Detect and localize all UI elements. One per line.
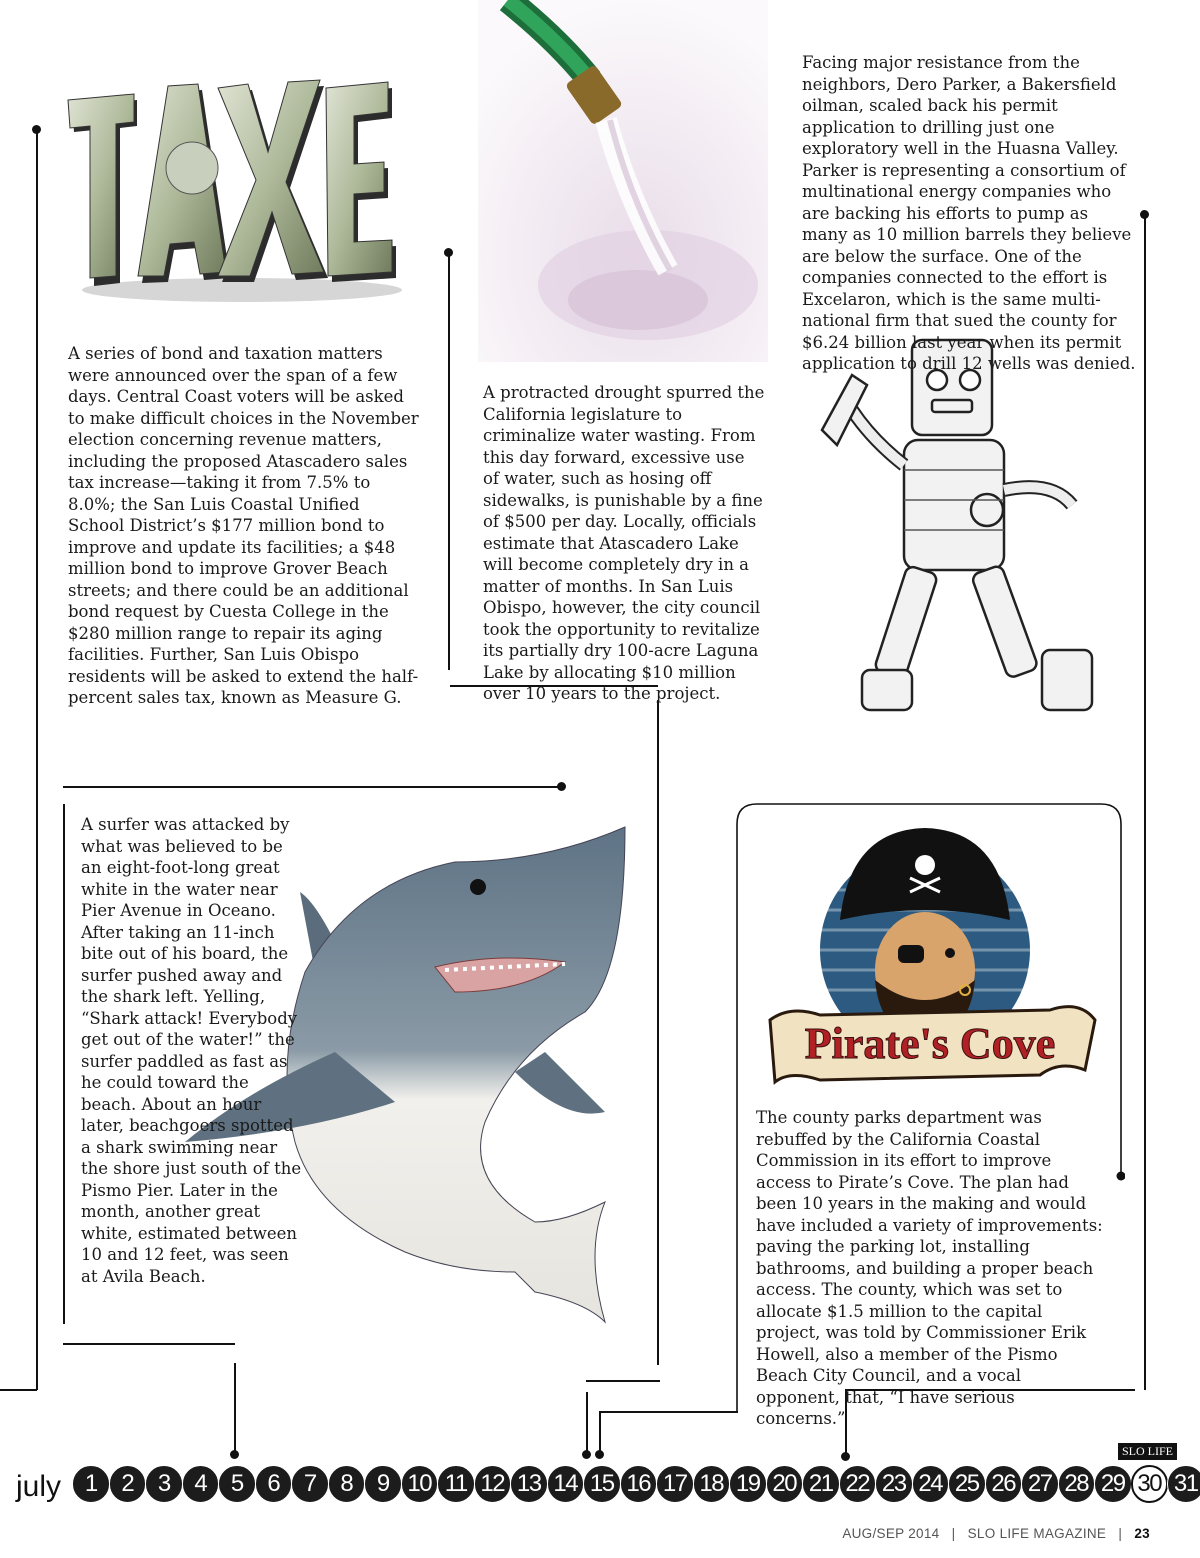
story-pirates-cove: The county parks department was rebuffed by the California Coastal Commission in its effort to improve access to Pirate’s Cove. The plan had been 10 years in the making and would have included a variety of improvements: paving the parking lot, installing bathrooms, and building a proper beach access. The county, which was set to allocate $1.5 million to the capital project, was told by Commissioner Erik Howell, also a member of the Pismo Beach City Council, and a vocal opponent, that, “I have serious concerns.” bbox=[756, 1108, 1103, 1428]
story-taxes: A series of bond and taxation matters were announced over the span of a few days. Central Coast voters will be asked to make difficult choices in the November election concerning revenue matters, including the proposed Atascadero sales tax increase—taking it from 7.5% to 8.0%; the San Luis Coastal Unified School District’s $177 million bond to improve and update its facilities; a $48 million bond to improve Grover Beach streets; and there could be an additional bond request by Cuesta College in the $280 million range to repair its aging facilities. Further, San Luis Obispo residents will be asked to extend the half-percent sales tax, known as Measure G. bbox=[68, 344, 419, 707]
connector-line bbox=[599, 1411, 601, 1453]
timeline-day: 26 bbox=[985, 1465, 1023, 1503]
connector-dot bbox=[32, 125, 41, 134]
timeline-day: 12 bbox=[474, 1465, 512, 1503]
footer-magazine: SLO LIFE MAGAZINE bbox=[967, 1526, 1107, 1541]
connector-dot bbox=[557, 782, 566, 791]
story-drought: A protracted drought spurred the California legislature to criminalize water wasting. From this day forward, excessive use of water, such as hosing off sidewalks, is punishable by a fine of $500 per day. Locally, officials estimate that Atascadero Lake will become completely dry in a matter of months. In San Luis Obispo, however, the city council took the opportunity to revitalize its partially dry 100-acre Laguna Lake by allocating $10 million over 10 years to the project. bbox=[483, 383, 765, 703]
timeline-days bbox=[72, 1465, 1200, 1503]
timeline-day: 9 bbox=[364, 1465, 402, 1503]
timeline-day: 23 bbox=[875, 1465, 913, 1503]
taxes-image bbox=[62, 78, 407, 303]
page-footer: AUG/SEP 2014 | SLO LIFE MAGAZINE | 23 bbox=[842, 1526, 1150, 1541]
timeline-day: 10 bbox=[401, 1465, 439, 1503]
timeline-day: 3 bbox=[145, 1465, 183, 1503]
timeline-day: 15 bbox=[583, 1465, 621, 1503]
connector-line bbox=[0, 1389, 37, 1391]
timeline-day: 29 bbox=[1094, 1465, 1132, 1503]
connector-line bbox=[234, 1363, 236, 1453]
timeline-day: 22 bbox=[839, 1465, 877, 1503]
connector-dot bbox=[841, 1452, 850, 1461]
timeline-day: 2 bbox=[109, 1465, 147, 1503]
timeline-day: 1 bbox=[72, 1465, 110, 1503]
timeline-day: 6 bbox=[255, 1465, 293, 1503]
hose-image bbox=[478, 0, 768, 362]
timeline-day: 14 bbox=[547, 1465, 585, 1503]
connector-line bbox=[586, 1380, 660, 1382]
page-number: 23 bbox=[1134, 1526, 1150, 1541]
timeline-day: 7 bbox=[291, 1465, 329, 1503]
pirates-cove-logo bbox=[760, 820, 1100, 1090]
connector-dot bbox=[230, 1450, 239, 1459]
story-shark: A surfer was attacked by what was believed to be an eight-foot-long great white in the water near Pier Avenue in Oceano. After taking an 11-inch bite out of his board, the surfer pushed away and the shark left. Yelling, “Shark attack! Everybody get out of the water!” the surfer paddled as fast as he could toward the beach. About an hour later, beachgoers spotted a shark swimming near the shore just south of the Pismo Pier. Later in the month, another great white, estimated between 10 and 12 feet, was seen at Avila Beach. bbox=[81, 815, 302, 1286]
timeline-day: 4 bbox=[182, 1465, 220, 1503]
timeline-day: 24 bbox=[912, 1465, 950, 1503]
connector-dot bbox=[582, 1450, 591, 1459]
timeline-month: july bbox=[16, 1470, 62, 1503]
timeline-day: 21 bbox=[802, 1465, 840, 1503]
timeline-day: 8 bbox=[328, 1465, 366, 1503]
story-oil: Facing major resistance from the neighbors, Dero Parker, a Bakersfield oilman, scaled back his permit application to drilling just one exploratory well in the Huasna Valley. Parker is representing a consortium of multinational energy companies who are backing his efforts to pump as many as 10 million barrels they believe are below the surface. One of the companies connected to the effort is Excelaron, which is the same multi-national firm that sued the county for $6.24 billion last year when its permit application to drill 12 wells was denied. bbox=[802, 53, 1136, 373]
timeline-day: 11 bbox=[437, 1465, 475, 1503]
footer-issue: AUG/SEP 2014 bbox=[842, 1526, 940, 1541]
robot-image bbox=[812, 330, 1112, 750]
timeline-day: 13 bbox=[510, 1465, 548, 1503]
timeline-day: 31 bbox=[1167, 1465, 1200, 1503]
timeline-day: 30 bbox=[1131, 1465, 1169, 1503]
connector-dot bbox=[1140, 210, 1149, 219]
timeline-day: 19 bbox=[729, 1465, 767, 1503]
timeline-day: 27 bbox=[1021, 1465, 1059, 1503]
connector-line bbox=[448, 252, 450, 670]
timeline-day: 16 bbox=[620, 1465, 658, 1503]
connector-line bbox=[63, 804, 65, 1324]
connector-line bbox=[63, 786, 560, 788]
connector-dot bbox=[595, 1450, 604, 1459]
connector-line bbox=[599, 1411, 738, 1413]
connector-dot bbox=[444, 248, 453, 257]
timeline-day: 20 bbox=[766, 1465, 804, 1503]
timeline-day: 5 bbox=[218, 1465, 256, 1503]
connector-line bbox=[1144, 215, 1146, 1390]
timeline-day: 28 bbox=[1058, 1465, 1096, 1503]
timeline-day: 25 bbox=[948, 1465, 986, 1503]
masthead-tag: SLO LIFE bbox=[1118, 1443, 1177, 1460]
connector-line bbox=[36, 130, 38, 1390]
timeline-day: 17 bbox=[656, 1465, 694, 1503]
connector-line bbox=[63, 1343, 235, 1345]
connector-line bbox=[657, 700, 659, 1365]
timeline-day: 18 bbox=[693, 1465, 731, 1503]
svg-text:Pirate's Cove: Pirate's Cove bbox=[804, 1019, 1056, 1068]
connector-line bbox=[586, 1392, 588, 1454]
